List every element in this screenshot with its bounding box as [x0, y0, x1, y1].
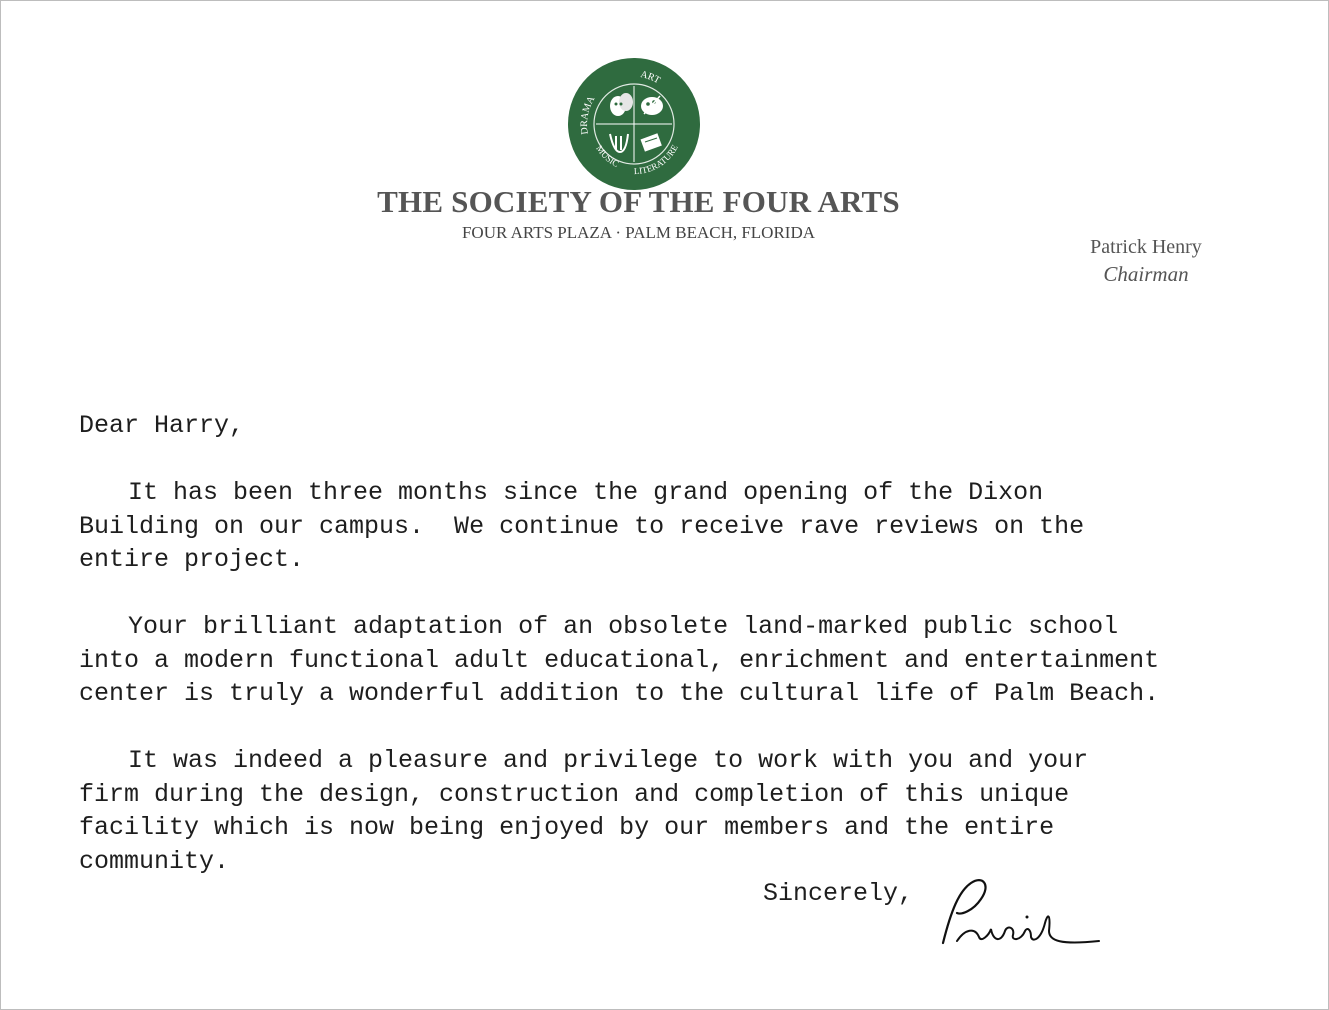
organization-name: THE SOCIETY OF THE FOUR ARTS: [377, 184, 900, 219]
closing: Sincerely,: [763, 879, 914, 908]
paragraph-line: It was indeed a pleasure and privilege to work with you and your: [128, 746, 1089, 775]
paragraph-2: [79, 610, 1159, 711]
paragraph-line: Your brilliant adaptation of an obsolete land-marked public school: [128, 612, 1119, 641]
paragraph-line: facility which is now being enjoyed by our members and the entire: [79, 813, 1055, 842]
seal-music-label: MUSIC: [594, 143, 621, 170]
four-arts-seal-logo: [566, 56, 702, 192]
organization-address: FOUR ARTS PLAZA · PALM BEACH, FLORIDA: [461, 223, 816, 242]
officer-name: Patrick Henry: [1090, 236, 1202, 258]
paragraph-line: entire project.: [79, 545, 305, 574]
seal-art-label: ART: [639, 69, 662, 87]
paragraph-line: community.: [79, 846, 230, 876]
seal-drama-label: DRAMA: [578, 94, 598, 136]
paragraph-3: [79, 744, 1159, 878]
seal-literature-label: LITERATURE: [633, 142, 680, 177]
paragraph-line: into a modern functional adult educational, enrichment and entertainment: [79, 645, 1160, 675]
paragraph-1: [79, 476, 1159, 577]
salutation: Dear Harry,: [79, 411, 245, 440]
paragraph-line: It has been three months since the grand opening of the Dixon: [128, 478, 1044, 507]
paragraph-line: center is truly a wonderful addition to the cultural life of Palm Beach.: [79, 679, 1160, 708]
officer-title: Chairman: [1103, 262, 1189, 286]
letter-body: [79, 409, 1159, 878]
handwritten-signature: [931, 871, 1106, 961]
paragraph-line: Building on our campus. We continue to receive rave reviews on the: [79, 511, 1085, 541]
paragraph-line: firm during the design, construction and completion of this unique: [79, 779, 1070, 809]
